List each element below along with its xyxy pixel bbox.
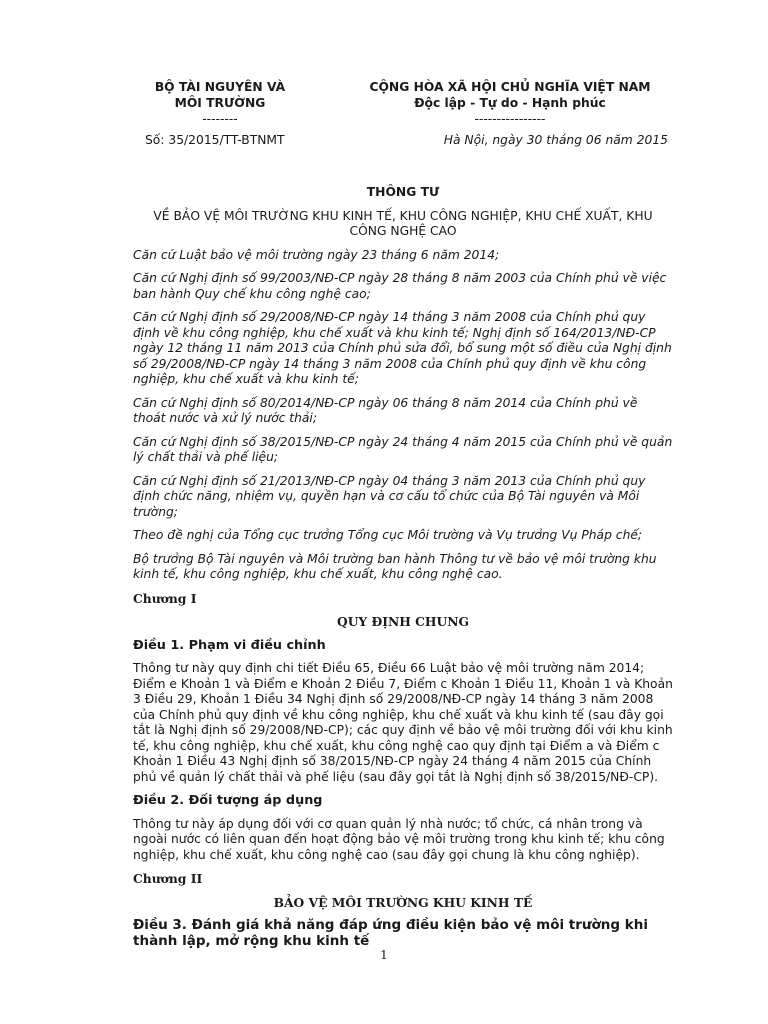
agency-divider: -------- (202, 112, 238, 126)
preamble-item: Căn cứ Nghị định số 99/2003/NĐ-CP ngày 28 tháng 8 năm 2003 của Chính phủ về việc ban hành Quy chế khu công nghệ cao; (133, 271, 667, 301)
preamble-item: Căn cứ Nghị định số 21/2013/NĐ-CP ngày 04 tháng 3 năm 2013 của Chính phủ quy định chức năng, nhiệm vụ, quyền hạn và cơ cấu tổ chức của Bộ Tài nguyên và Môi trường; (133, 473, 646, 519)
preamble-item: Căn cứ Nghị định số 38/2015/NĐ-CP ngày 24 tháng 4 năm 2015 của Chính phủ về quản lý chất thải và phế liệu; (133, 434, 673, 464)
page-number: 1 (380, 948, 388, 962)
chapter-1-title: QUY ĐỊNH CHUNG (336, 614, 469, 629)
article-3-title: Điều 3. Đánh giá khả năng đáp ứng điều kiện bảo vệ môi trường khi thành lập, mở rộng khu kinh tế (133, 917, 648, 949)
motto: Độc lập - Tự do - Hạnh phúc (414, 96, 606, 110)
article-2-text: Thông tư này áp dụng đối với cơ quan quản lý nhà nước; tổ chức, cá nhân trong và ngoài nước có liên quan đến hoạt động bảo vệ môi trường trong khu kinh tế; khu công nghiệp, khu chế xuất, khu công nghệ cao (sau đây gọi chung là khu công nghiệp). (133, 816, 665, 862)
chapter-1-label: Chương I (133, 590, 197, 606)
national-motto (340, 80, 680, 128)
agency-line-1: BỘ TÀI NGUYÊN VÀ (154, 80, 286, 94)
chapter-2-label: Chương II (133, 871, 203, 886)
preamble-item: Theo đề nghị của Tổng cục trưởng Tổng cục Môi trường và Vụ trưởng Vụ Pháp chế; (133, 528, 643, 542)
preamble-item: Căn cứ Nghị định số 80/2014/NĐ-CP ngày 06 tháng 8 năm 2014 của Chính phủ về thoát nước và xử lý nước thải; (133, 395, 638, 425)
place-date: Hà Nội, ngày 30 tháng 06 năm 2015 (443, 133, 668, 147)
motto-divider: ---------------- (474, 112, 546, 126)
document-subject: VỀ BẢO VỆ MÔI TRƯỜNG KHU KINH TẾ, KHU CÔNG NGHIỆP, KHU CHẾ XUẤT, KHU CÔNG NGHỆ CAO (153, 208, 653, 238)
preamble-item: Căn cứ Nghị định số 29/2008/NĐ-CP ngày 14 tháng 3 năm 2008 của Chính phủ quy định về khu công nghiệp, khu chế xuất và khu kinh tế; Nghị định số 164/2013/NĐ-CP ngày 12 tháng 11 năm 2013 của Chính phủ sửa đổi, bổ sung một số điều của Nghị định số 29/2008/NĐ-CP ngày 14 tháng 3 năm 2008 của Chính phủ quy định về khu công nghiệp, khu chế xuất và khu kinh tế; (133, 310, 672, 386)
preamble-item: Bộ trưởng Bộ Tài nguyên và Môi trường ban hành Thông tư về bảo vệ môi trường khu kinh tế, khu công nghiệp, khu chế xuất, khu công nghệ cao. (133, 551, 657, 581)
document-body (133, 185, 673, 957)
issuing-agency (120, 80, 320, 128)
agency-line-2: MÔI TRƯỜNG (174, 96, 266, 110)
chapter-2-title: BẢO VỆ MÔI TRƯỜNG KHU KINH TẾ (273, 894, 533, 910)
country-name: CỘNG HÒA XÃ HỘI CHỦ NGHĨA VIỆT NAM (369, 80, 651, 94)
document-number: Số: 35/2015/TT-BTNMT (145, 133, 285, 147)
article-2-title: Điều 2. Đối tượng áp dụng (133, 793, 323, 808)
preamble-item: Căn cứ Luật bảo vệ môi trường ngày 23 tháng 6 năm 2014; (133, 247, 500, 262)
document-type: THÔNG TƯ (366, 185, 440, 199)
article-1-title: Điều 1. Phạm vi điều chỉnh (133, 637, 326, 653)
article-1-text: Thông tư này quy định chi tiết Điều 65, Điều 66 Luật bảo vệ môi trường năm 2014; Điểm e Khoản 1 và Điểm e Khoản 2 Điều 7, Điểm c Khoản 1 Điều 11, Khoản 1 và Khoản 3 Điều 29, Khoản 1 Điều 34 Nghị định số 29/2008/NĐ-CP ngày 14 tháng 3 năm 2008 của Chính phủ quy định về khu công nghiệp, khu chế xuất và khu kinh tế (sau đây gọi tắt là Nghị định số 29/2008/NĐ-CP); các quy định về bảo vệ môi trường đối với khu kinh tế, khu công nghiệp, khu chế xuất, khu công nghệ cao quy định tại Điểm a và Điểm c Khoản 1 Điều 43 Nghị định số 38/2015/NĐ-CP ngày 24 tháng 4 năm 2015 của Chính phủ về quản lý chất thải và phế liệu (sau đây gọi tắt là Nghị định số 38/2015/NĐ-CP). (133, 661, 673, 784)
